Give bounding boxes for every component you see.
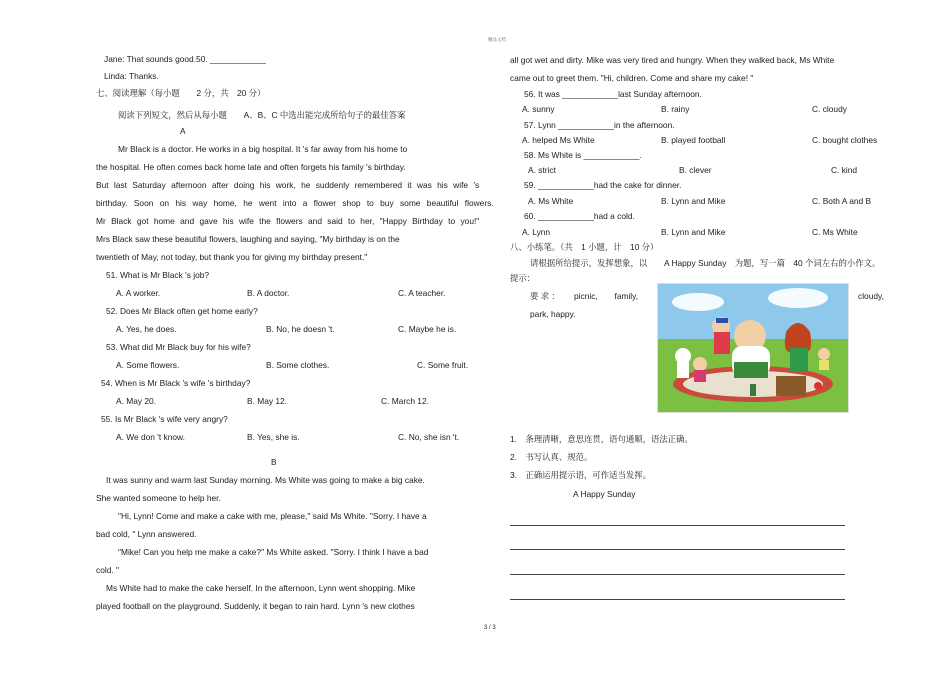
passage-a-line: Mrs Black saw these beautiful flowers, laughing and saying, "My birthday is on the — [96, 234, 400, 244]
passage-b-line: cold. " — [96, 565, 119, 575]
requirement-label: 要 求 ： — [530, 291, 560, 301]
option-52-b: B. No, he doesn 't. — [266, 324, 335, 334]
passage-a-line: twentieth of May, not today, but thank you for giving my birthday present." — [96, 252, 368, 262]
picnic-picture — [657, 283, 849, 413]
linda-line: Linda: Thanks. — [104, 71, 159, 81]
picnic-illustration — [658, 284, 848, 412]
option-52-c: C. Maybe he is. — [398, 324, 457, 334]
section7-instruction: 阅读下列短文，然后从每小题 A、B、C 中选出能完成所给句子的最佳答案 — [118, 110, 406, 120]
passage-b-line: Ms White had to make the cake herself. In the afternoon, Lynn went shopping. Mike — [106, 583, 416, 593]
option-60-b: B. Lynn and Mike — [661, 227, 726, 237]
question-56: 56. It was ____________last Sunday afternoon. — [524, 89, 702, 99]
option-59-c: C. Both A and B — [812, 196, 872, 206]
passage-b-line: She wanted someone to help her. — [96, 493, 221, 503]
hint-label: 提示： — [510, 273, 536, 283]
passage-a-label: A — [180, 126, 186, 136]
passage-b-line: "Hi, Lynn! Come and make a cake with me, please," said Ms White. "Sorry. I have a — [118, 511, 427, 521]
option-56-b: B. rainy — [661, 104, 690, 114]
option-59-b: B. Lynn and Mike — [661, 196, 726, 206]
passage-a-line: birthday. Soon on his way home, he went into a flower shop to buy some beautiful flowers. — [96, 198, 494, 208]
jane-line: Jane: That sounds good.50. ____________ — [104, 54, 266, 64]
option-53-c: C. Some fruit. — [417, 360, 469, 370]
keywords-line2: park, happy. — [530, 309, 576, 319]
passage-b-line: It was sunny and warm last Sunday morning. Ms White was going to make a big cake. — [106, 475, 425, 485]
option-58-a: A. strict — [528, 165, 556, 175]
question-51: 51. What is Mr Black 's job? — [106, 270, 210, 280]
writing-line[interactable] — [510, 549, 845, 550]
question-55: 55. Is Mr Black 's wife very angry? — [101, 414, 228, 424]
option-53-a: A. Some flowers. — [116, 360, 180, 370]
option-54-a: A. May 20. — [116, 396, 157, 406]
question-52: 52. Does Mr Black often get home early? — [106, 306, 258, 316]
question-59: 59. ____________had the cake for dinner. — [524, 180, 682, 190]
option-57-a: A. helped Ms White — [522, 135, 595, 145]
section8-title: 八、小练笔。（共 1 小题，计 10 分） — [510, 242, 659, 252]
essay-title: A Happy Sunday — [573, 489, 636, 499]
option-52-a: A. Yes, he does. — [116, 324, 177, 334]
option-56-a: A. sunny — [522, 104, 555, 114]
option-56-c: C. cloudy — [812, 104, 847, 114]
section7-title: 七、阅读理解（每小题 2 分，共 20 分） — [96, 88, 266, 98]
essay-rule: 1. 条理清晰，意思连贯，语句通顺，语法正确。 — [510, 434, 693, 444]
question-58: 58. Ms White is ____________. — [524, 150, 642, 160]
question-54: 54. When is Mr Black 's wife 's birthday? — [101, 378, 251, 388]
essay-rule: 2. 书写认真、规范。 — [510, 452, 593, 462]
option-55-b: B. Yes, she is. — [247, 432, 300, 442]
passage-b-label: B — [271, 457, 277, 467]
option-51-a: A. A worker. — [116, 288, 161, 298]
essay-rule: 3. 正确运用提示语，可作适当发挥。 — [510, 470, 651, 480]
passage-b-line: played football on the playground. Suddenly, it began to rain hard. Lynn 's new clothes — [96, 601, 415, 611]
page-number: 3 / 3 — [484, 625, 496, 631]
passage-a-line: But last Saturday afternoon after doing his work, he suddenly remembered it was his wife 's — [96, 180, 480, 190]
passage-b-cont-line: came out to greet them. "Hi, children. Come and share my cake! " — [510, 73, 754, 83]
passage-a-line: the hospital. He often comes back home late and often forgets his family 's birthday. — [96, 162, 406, 172]
keywords: picnic, family, — [574, 291, 639, 301]
option-54-c: C. March 12. — [381, 396, 429, 406]
keyword-cloudy: cloudy, — [858, 291, 884, 301]
option-58-c: C. kind — [831, 165, 858, 175]
option-55-a: A. We don 't know. — [116, 432, 185, 442]
writing-line[interactable] — [510, 525, 845, 526]
option-60-a: A. Lynn — [522, 227, 551, 237]
option-60-c: C. Ms White — [812, 227, 858, 237]
passage-b-cont-line: all got wet and dirty. Mike was very tired and hungry. When they walked back, Ms White — [510, 55, 835, 65]
option-58-b: B. clever — [679, 165, 712, 175]
passage-a-line: Mr Black got home and gave his wife the flowers and said to her, "Happy Birthday to you!" — [96, 216, 480, 226]
passage-a-line: Mr Black is a doctor. He works in a big hospital. It 's far away from his home to — [118, 144, 408, 154]
option-51-c: C. A teacher. — [398, 288, 446, 298]
question-53: 53. What did Mr Black buy for his wife? — [106, 342, 251, 352]
passage-b-line: "Mike! Can you help me make a cake?" Ms White asked. "Sorry. I think I have a bad — [118, 547, 429, 557]
question-57: 57. Lynn ____________in the afternoon. — [524, 120, 675, 130]
header-mark: 精品文档 — [488, 37, 506, 42]
option-59-a: A. Ms White — [528, 196, 574, 206]
option-55-c: C. No, she isn 't. — [398, 432, 460, 442]
passage-b-line: bad cold, " Lynn answered. — [96, 529, 197, 539]
option-54-b: B. May 12. — [247, 396, 288, 406]
writing-line[interactable] — [510, 599, 845, 600]
option-57-c: C. bought clothes — [812, 135, 878, 145]
writing-line[interactable] — [510, 574, 845, 575]
option-51-b: B. A doctor. — [247, 288, 290, 298]
option-53-b: B. Some clothes. — [266, 360, 330, 370]
question-60: 60. ____________had a cold. — [524, 211, 635, 221]
section8-instruction: 请根据所给提示，发挥想象，以 A Happy Sunday 为题，写一篇 40 个词左右的小作文。 — [530, 258, 881, 268]
option-57-b: B. played football — [661, 135, 726, 145]
